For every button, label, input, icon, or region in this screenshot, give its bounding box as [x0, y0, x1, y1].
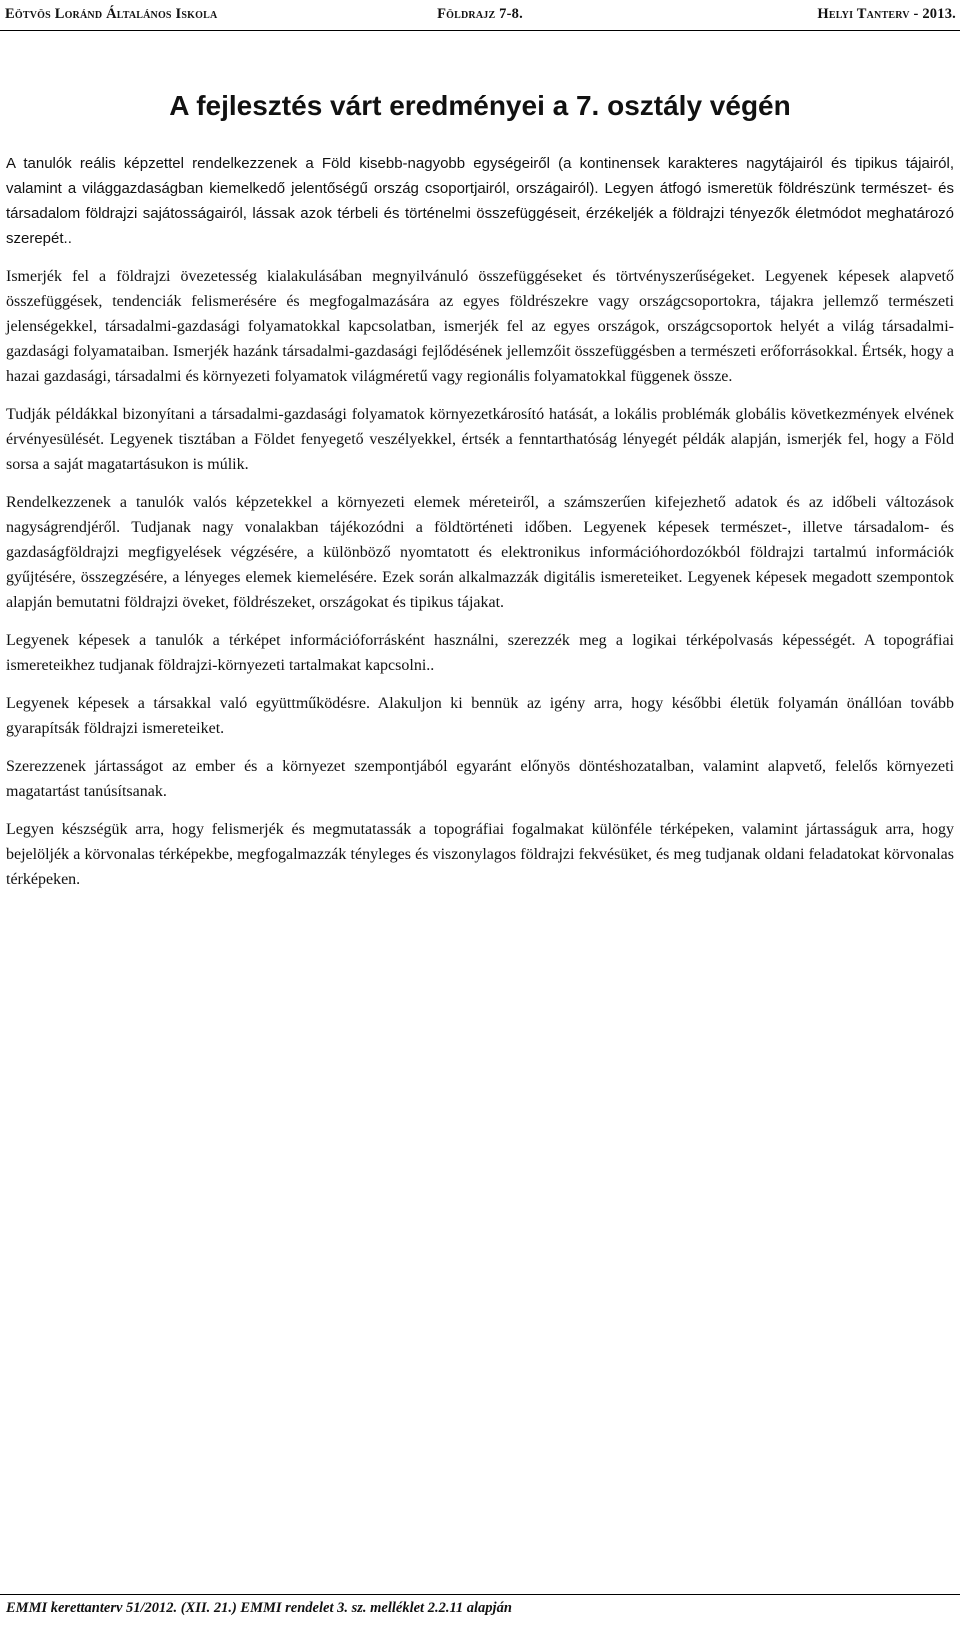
- paragraph-5: Legyenek képesek a tanulók a térképet információforrásként használni, szerezzék meg a logikai térképolvasás képességét. A topográfiai ismereteikhez tudjanak földrajzi-környezeti tartalmakat kapcsolni..: [6, 632, 954, 674]
- paragraph-3: Tudják példákkal bizonyítani a társadalmi-gazdasági folyamatok környezetkárosító hatását, a lokális problémák globális következmények elvének érvényesülését. Legyenek tisztában a Földet fenyegető veszélyekkel, értsék a fenntarthatóság lényegét példák alapján, ismerjék fel, hogy a Föld sorsa a saját magatartásukon is múlik.: [6, 406, 954, 473]
- subject-name: Földrajz 7-8.: [437, 6, 523, 22]
- paragraph-2: Ismerjék fel a földrajzi övezetesség kialakulásában megnyilvánuló összefüggéseket és törtvényszerűségeket. Legyenek képesek alapvető összefüggések, tendenciák felismerésére és megfogalmazására az egyes földrészekre vagy országcsoportokra, tájakra jellemző természeti jelenségekkel, társadalmi-gazdasági folyamatokkal kapcsolatban, ismerjék fel az egyes országok, országcsoportok helyét a világ társadalmi-gazdasági folyamataiban. Ismerjék hazánk társadalmi-gazdasági fejlődésének jellemzőit összefüggésben a természeti erőforrásokkal. Értsék, hogy a hazai gazdasági, társadalmi és környezeti folyamatok világméretű vagy regionális folyamatokkal függenek össze.: [6, 268, 954, 385]
- footer-divider: [0, 1594, 960, 1595]
- curriculum-label: Helyi Tanterv - 2013.: [817, 6, 956, 22]
- page-title: A fejlesztés várt eredményei a 7. osztály végén: [169, 90, 791, 121]
- paragraph-8: Legyen készségük arra, hogy felismerjék és megmutatassák a topográfiai fogalmakat különféle térképeken, valamint jártasságuk arra, hogy bejelöljék a körvonalas térképekbe, megfogalmazzák tényleges és viszonylagos földrajzi fekvésüket, és meg tudjanak oldani feladatokat körvonalas térképeken.: [6, 821, 954, 888]
- paragraph-4: Rendelkezzenek a tanulók valós képzetekkel a környezeti elemek méreteiről, a számszerűen kifejezhető adatok és az időbeli változások nagyságrendjéről. Tudjanak nagy vonalakban tájékozódni a földtörténeti időben. Legyenek képesek természet-, illetve társadalom- és gazdaságföldrajzi megfigyelések végzésére, a különböző nyomtatott és elektronikus információhordozókból földrajzi tartalmú információk gyűjtésére, összegzésére, a lényeges elemek kiemelésére. Ezek során alkalmazzák digitális ismereteiket. Legyenek képesek megadott szempontok alapján bemutatni földrajzi öveket, földrészeket, országokat és tipikus tájakat.: [6, 494, 954, 611]
- header-divider: [0, 30, 960, 31]
- school-name: Eötvös Loránd Általános Iskola: [5, 6, 218, 22]
- page-header: [0, 4, 960, 28]
- paragraph-7: Szerezzenek jártasságot az ember és a környezet szempontjából egyaránt előnyös döntéshozatalban, valamint alapvető, felelős környezeti magatartást tanúsítsanak.: [6, 758, 954, 800]
- paragraph-6: Legyenek képesek a társakkal való együttműködésre. Alakuljon ki bennük az igény arra, hogy későbbi életük folyamán önállóan tovább gyarapítsák földrajzi ismereteiket.: [6, 695, 954, 737]
- page-footer: EMMI kerettanterv 51/2012. (XII. 21.) EMMI rendelet 3. sz. melléklet 2.2.11 alapján: [6, 1600, 512, 1616]
- paragraph-1: A tanulók reális képzettel rendelkezzenek a Föld kisebb-nagyobb egységeiről (a kontinensek karakteres nagytájairól és tipikus tájairól, valamint a világgazdaságban kiemelkedő jelentőségű ország csoportjairól, országairól). Legyen átfogó ismeretük földrészünk természet- és társadalom földrajzi sajátosságairól, lássak azok térbeli és történelmi összefüggéseit, érzékeljék a földrajzi tényezők életmódot meghatározó szerepét..: [6, 155, 954, 247]
- document-body: [6, 151, 954, 905]
